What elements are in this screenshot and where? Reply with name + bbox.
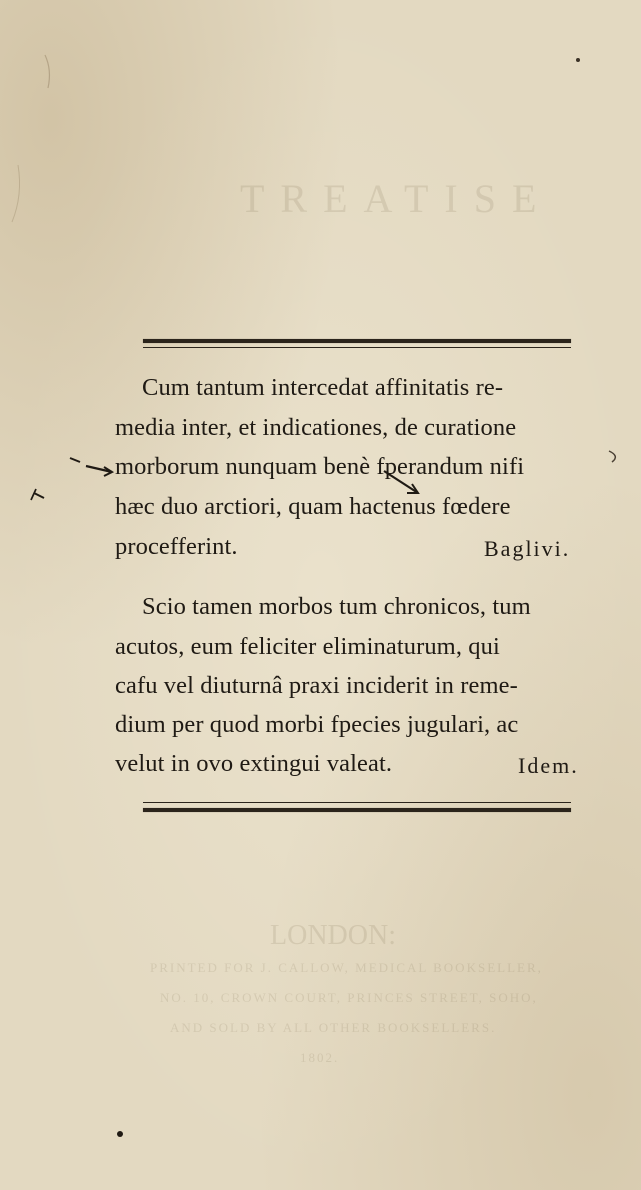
page-stain-mark (12, 165, 20, 222)
quote-2-line-5: velut in ovo extingui valeat. (115, 750, 393, 777)
ink-dot (576, 58, 580, 62)
show-through-text: 1802. (300, 1050, 340, 1065)
pencil-mark (34, 493, 44, 498)
quote-1-line-5: procefferint. (115, 533, 238, 560)
page-stain-mark (45, 55, 49, 88)
quote-1-line-3: morborum nunquam benè fperandum nifi (115, 453, 525, 480)
quote-1-attribution: Baglivi. (484, 536, 571, 561)
show-through-text: LONDON: (270, 920, 396, 951)
quote-1-line-4: hæc duo arctiori, quam hactenus fœdere (115, 493, 511, 520)
quote-2-line-1: Scio tamen morbos tum chronicos, tum (142, 593, 531, 620)
margin-mark (609, 451, 615, 462)
quote-2-line-2: acutos, eum feliciter eliminaturum, qui (115, 633, 500, 660)
pencil-mark (384, 471, 418, 493)
quote-1-line-2: media inter, et indicationes, de curatione (115, 414, 517, 441)
quote-2-attribution: Idem. (518, 753, 579, 778)
pencil-mark (70, 458, 80, 462)
quote-1-line-1: Cum tantum intercedat affinitatis re- (142, 374, 504, 401)
show-through-text: PRINTED FOR J. CALLOW, MEDICAL BOOKSELLER, (150, 960, 543, 975)
quote-2-line-4: dium per quod morbi fpecies jugulari, ac (115, 711, 519, 738)
show-through-text: NO. 10, CROWN COURT, PRINCES STREET, SOHO, (160, 990, 538, 1005)
show-through-text: TREATISE (240, 176, 553, 221)
ink-dot (117, 1131, 123, 1137)
quote-2-line-3: cafu vel diuturnâ praxi inciderit in reme- (115, 672, 518, 699)
show-through-text: AND SOLD BY ALL OTHER BOOKSELLERS. (170, 1020, 497, 1035)
